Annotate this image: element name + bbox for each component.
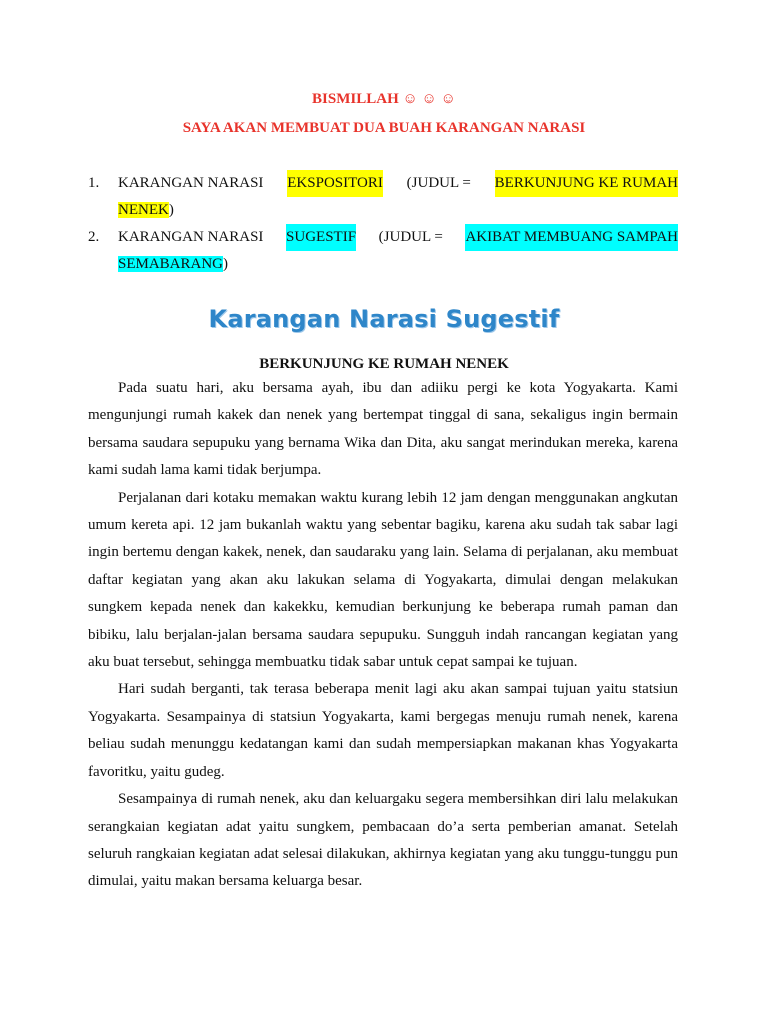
essay-title: AKIBAT MEMBUANG SAMPAH (465, 224, 678, 251)
story-body (88, 375, 678, 896)
judul-label: (JUDUL = (378, 229, 443, 245)
close-paren: ) (223, 256, 229, 272)
heading-bismillah: BISMILLAH ☺ ☺ ☺ (312, 91, 456, 107)
essay-title-cont: NENEK (118, 202, 169, 218)
list-prefix: KARANGAN NARASI (118, 175, 264, 191)
list-prefix: KARANGAN NARASI (118, 229, 264, 245)
list-item (88, 170, 678, 224)
story-title: BERKUNJUNG KE RUMAH NENEK (259, 356, 509, 372)
paragraph: Hari sudah berganti, tak terasa beberapa menit lagi aku akan sampai tujuan yaitu statsiun Yogyakarta. Sesampainya di statsiun Yogyakarta, kami bergegas menuju rumah nenek, karena beliau sudah menunggu kedatangan kami dan sudah mempersiapkan makanan khas Yogyakarta favoritku, yaitu gudeg. (88, 681, 678, 780)
judul-label: (JUDUL = (406, 175, 471, 191)
list-item (88, 224, 678, 278)
paragraph: Perjalanan dari kotaku memakan waktu kurang lebih 12 jam dengan menggunakan angkutan umum kereta api. 12 jam bukanlah waktu yang sebentar bagiku, karena aku sudah tak sabar lagi ingin bertemu dengan kakek, nenek, dan saudaraku yang lain. Selama di perjalanan, aku membuat daftar kegiatan yang akan aku lakukan selama di Yogyakarta, dimulai dengan melakukan sungkem kepada nenek dan kakekku, kemudian berkunjung ke beberapa rumah paman dan bibiku, lalu berjalan-jalan bersama saudara sepupuku. Sungguh indah rancangan kegiatan yang aku buat tersebut, sehingga membuatku tidak sabar untuk cepat sampai ke tujuan. (88, 489, 678, 671)
essay-title-cont: SEMABARANG (118, 256, 224, 272)
plan-list (88, 170, 678, 278)
list-number: 2. (88, 229, 100, 245)
close-paren: ) (168, 202, 174, 218)
narration-type: SUGESTIF (286, 224, 356, 251)
heading-intro: SAYA AKAN MEMBUAT DUA BUAH KARANGAN NARASI (182, 120, 586, 136)
essay-title: BERKUNJUNG KE RUMAH (495, 170, 678, 197)
section-title: Karangan Narasi Sugestif (208, 305, 560, 333)
paragraph: Sesampainya di rumah nenek, aku dan keluargaku segera membersihkan diri lalu melakukan serangkaian kegiatan adat yaitu sungkem, pembacaan do’a serta pemberian amanat. Setelah seluruh rangkaian kegiatan adat selesai dilakukan, akhirnya kegiatan yang aku tunggu-tunggu pun dimulai, yaitu makan bersama keluarga besar. (88, 791, 678, 890)
list-number: 1. (88, 175, 100, 191)
narration-type: EKSPOSITORI (287, 170, 383, 197)
paragraph: Pada suatu hari, aku bersama ayah, ibu dan adiiku pergi ke kota Yogyakarta. Kami mengunjungi rumah kakek dan nenek yang bertempat tinggal di sana, sekaligus ingin bermain bersama saudara sepupuku yang bernama Wika dan Dita, aku sangat merindukan mereka, karena kami sudah lama kami tidak berjumpa. (88, 380, 678, 479)
